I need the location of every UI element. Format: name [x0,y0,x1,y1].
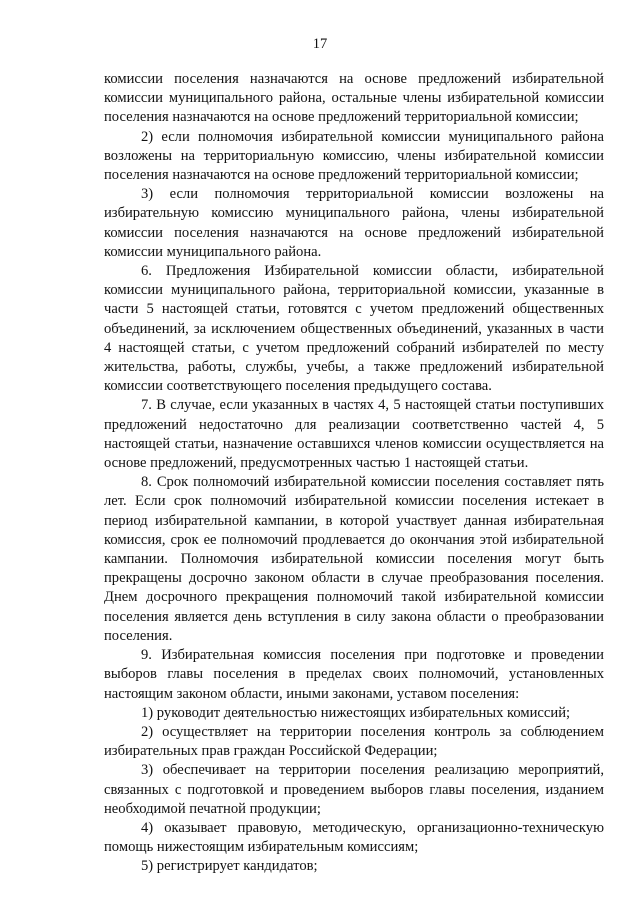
paragraph: 3) если полномочия территориальной комиссии возложены на избирательную комиссию муниципального района, члены избирательной комиссии поселения назначаются на основе предложений избирательной комиссии муниципального района. [104,186,604,260]
list-item: 2) осуществляет на территории поселения контроль за соблюдением избирательных прав граждан Российской Федерации; [104,723,604,760]
document-body [104,70,604,877]
paragraph: 7. В случае, если указанных в частях 4, 5 настоящей статьи поступивших предложений недостаточно для реализации соответственно частей 4, 5 настоящей статьи, назначение оставшихся членов комиссии осуществляется на основе предложений, предусмотренных частью 1 настоящей статьи. [104,397,604,472]
paragraph: 6. Предложения Избирательной комиссии области, избирательной комиссии муниципального района, территориальной комиссии, указанные в части 5 настоящей статьи, готовятся с учетом предложений общественных объединений, за исключением общественных объединений, указанных в части 4 настоящей статьи, с учетом предложений собраний избирателей по месту жительства, работы, службы, учебы, а также предложений избирательной комиссии соответствующего поселения предыдущего состава. [104,263,604,395]
list-item: 4) оказывает правовую, методическую, организационно-техническую помощь нижестоящим избирательным комиссиям; [104,819,604,856]
page-number: 17 [312,36,328,52]
list-item: 3) обеспечивает на территории поселения реализацию мероприятий, связанных с подготовкой и проведением выборов главы поселения, изданием необходимой печатной продукции; [104,762,604,817]
paragraph: 8. Срок полномочий избирательной комиссии поселения составляет пять лет. Если срок полномочий избирательной комиссии поселения истекает в период избирательной кампании, в которой участвует данная избирательная комиссия, срок ее полномочий продлевается до окончания этой избирательной кампании. Полномочия избирательной комиссии поселения могут быть прекращены досрочно законом области в случае преобразования поселения. Днем досрочного прекращения полномочий такой избирательной комиссии поселения является день вступления в силу закона области о преобразовании поселения. [104,474,604,644]
paragraph: комиссии поселения назначаются на основе предложений избирательной комиссии муниципального района, остальные члены избирательной комиссии поселения назначаются на основе предложений территориальной комиссии; [104,71,604,126]
paragraph: 9. Избирательная комиссия поселения при подготовке и проведении выборов главы поселения в пределах своих полномочий, установленных настоящим законом области, иными законами, уставом поселения: [104,647,604,702]
paragraph: 2) если полномочия избирательной комиссии муниципального района возложены на территориальную комиссию, члены избирательной комиссии поселения назначаются на основе предложений территориальной комиссии; [104,128,604,184]
list-item: 5) регистрирует кандидатов; [141,858,318,875]
list-item: 1) руководит деятельностью нижестоящих избирательных комиссий; [141,704,571,721]
